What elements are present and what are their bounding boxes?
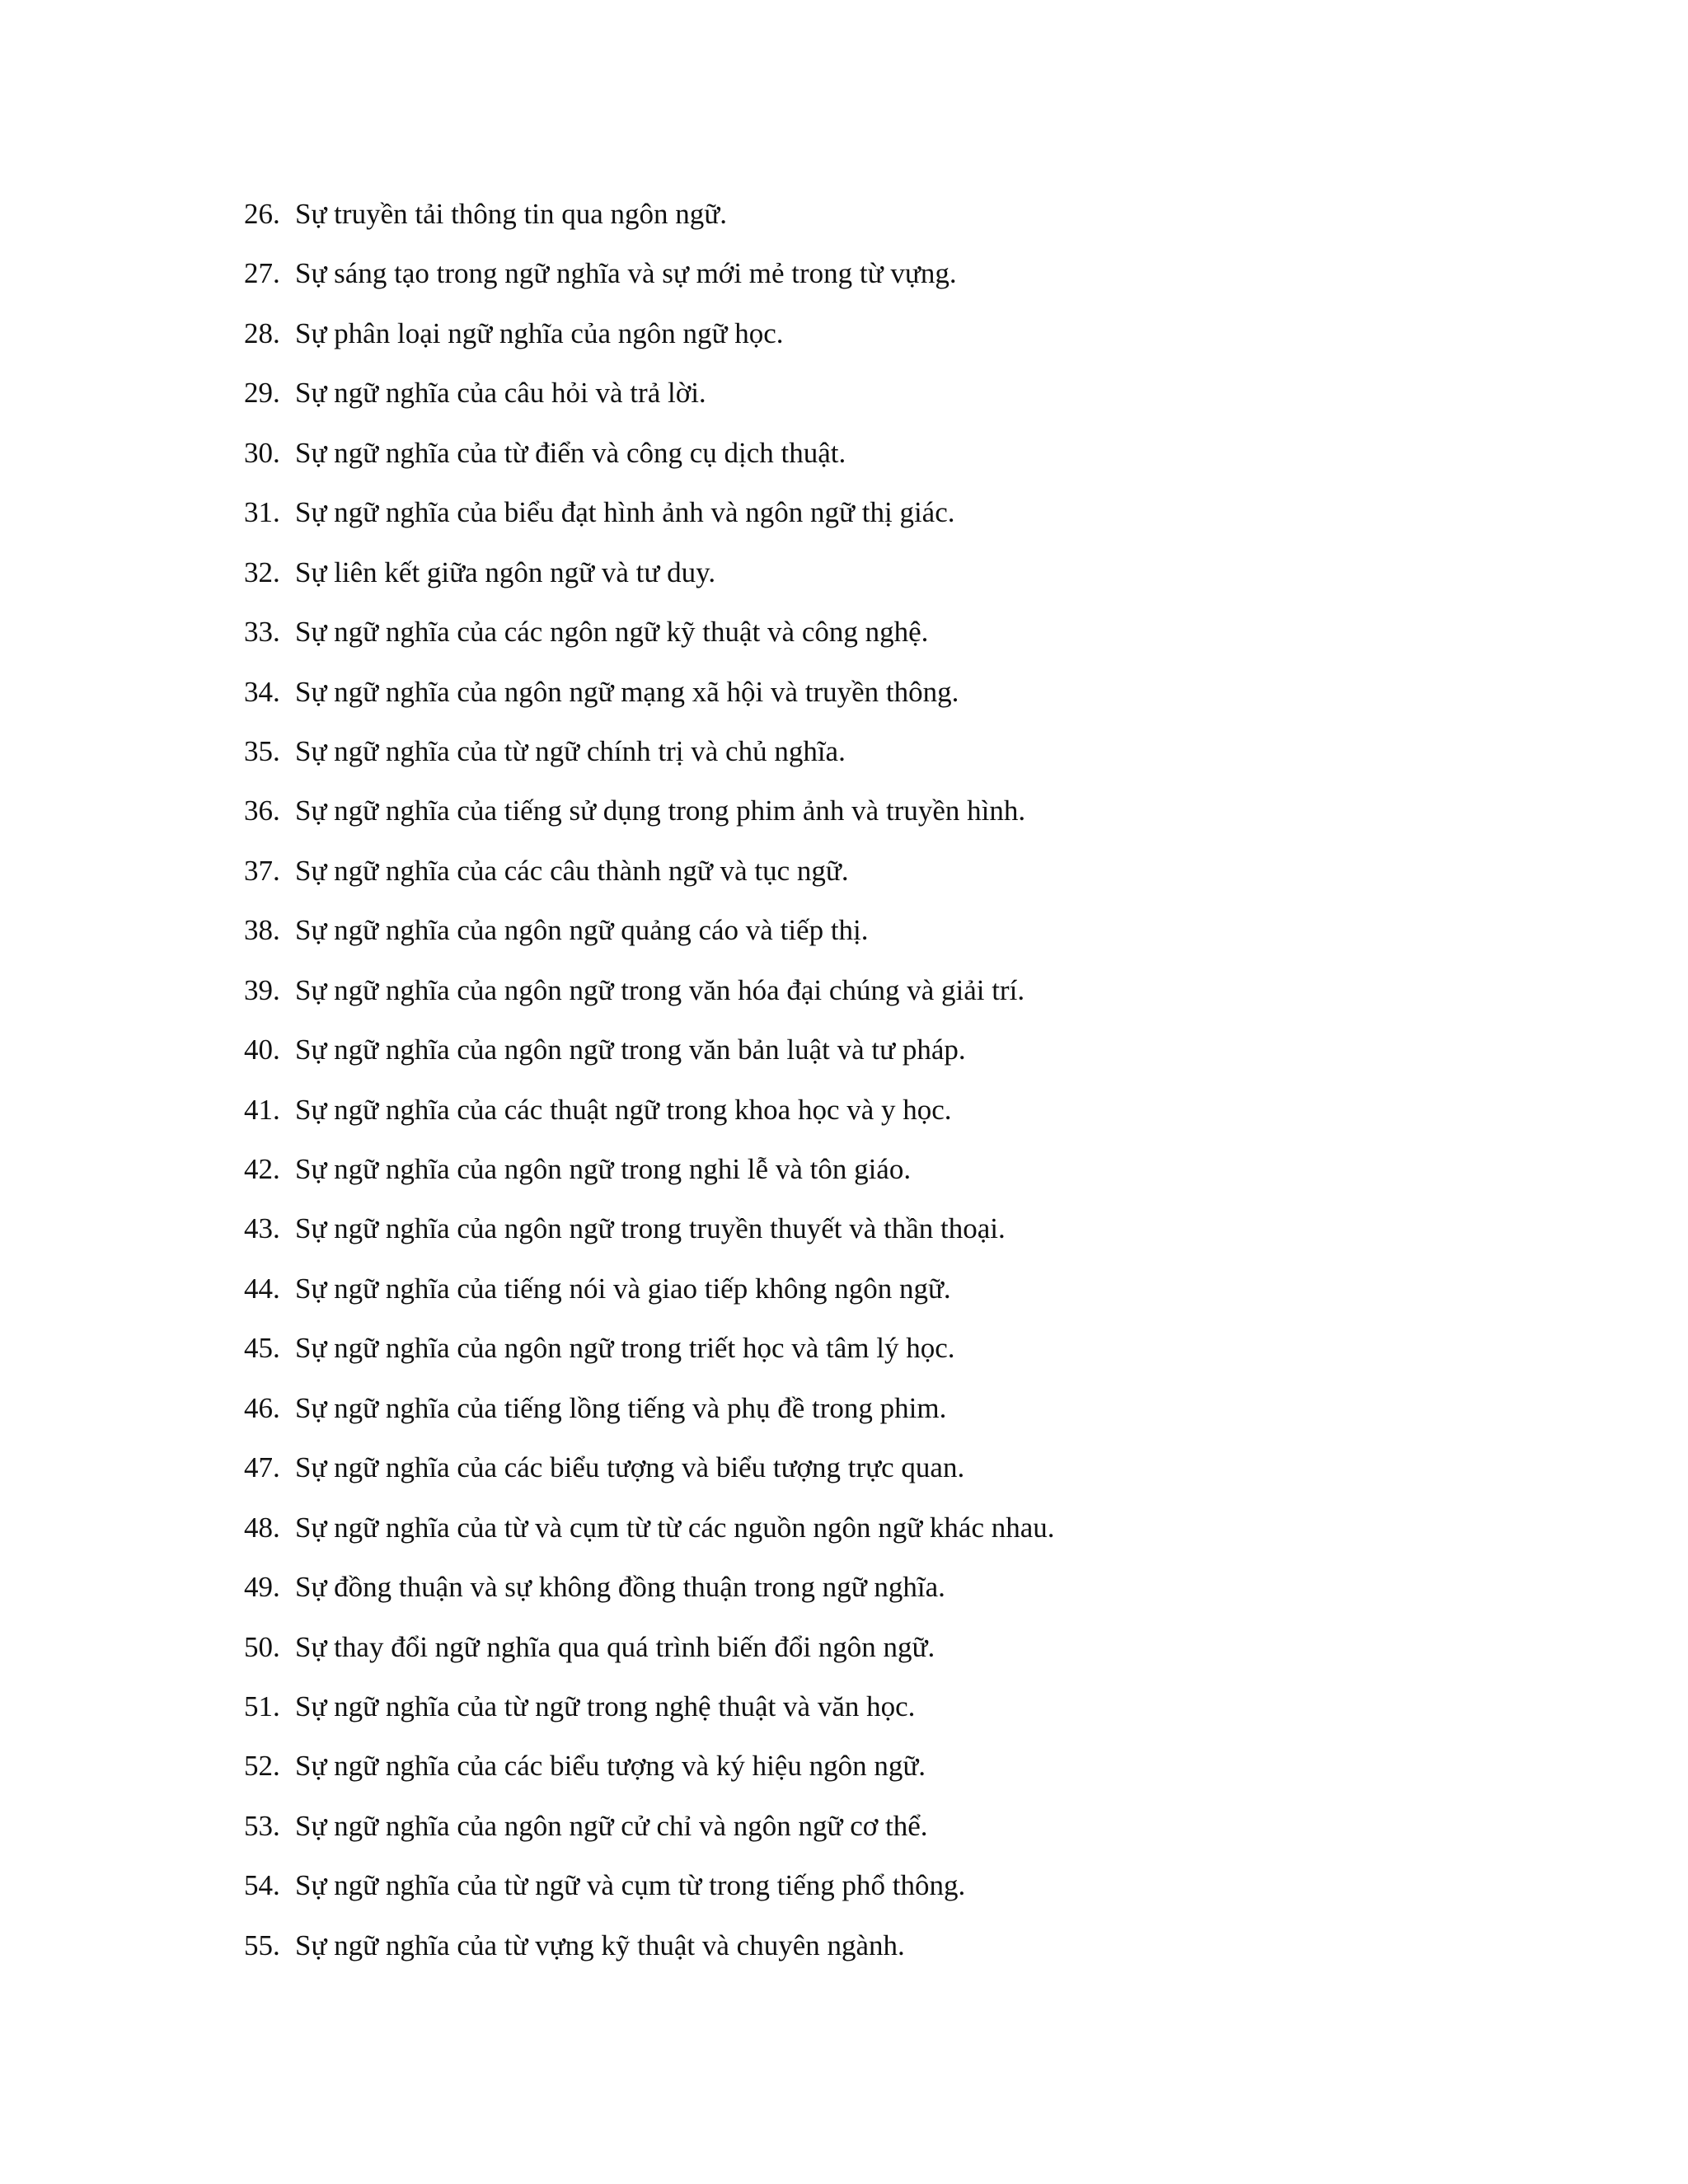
list-item-number: 30.	[244, 436, 280, 469]
list-item-number: 26.	[244, 198, 280, 230]
list-item-text: Sự ngữ nghĩa của từ ngữ chính trị và chủ nghĩa.	[295, 734, 846, 767]
list-item-number: 40.	[244, 1033, 280, 1066]
list-item	[244, 493, 1055, 552]
list-item-number: 43.	[244, 1212, 280, 1245]
list-item-text: Sự ngữ nghĩa của từ và cụm từ từ các nguồn ngôn ngữ khác nhau.	[295, 1511, 1055, 1544]
list-item-number: 39.	[244, 973, 280, 1006]
list-item	[244, 373, 1055, 433]
list-item-text: Sự ngữ nghĩa của các thuật ngữ trong khoa học và y học.	[295, 1093, 952, 1126]
list-item	[244, 434, 1055, 493]
list-item	[244, 1568, 1055, 1627]
list-item-text: Sự ngữ nghĩa của từ ngữ và cụm từ trong tiếng phổ thông.	[295, 1869, 966, 1902]
list-item-number: 37.	[244, 854, 280, 887]
list-item-text: Sự phân loại ngữ nghĩa của ngôn ngữ học.	[295, 316, 784, 349]
list-item-text: Sự ngữ nghĩa của các câu thành ngữ và tục ngữ.	[295, 854, 849, 887]
list-item	[244, 1448, 1055, 1507]
list-item-number: 38.	[244, 914, 280, 947]
list-item-text: Sự ngữ nghĩa của ngôn ngữ trong văn hóa đại chúng và giải trí.	[295, 973, 1025, 1006]
list-item-number: 31.	[244, 496, 280, 529]
list-item-number: 27.	[244, 257, 280, 290]
list-item	[244, 971, 1055, 1030]
list-item	[244, 1866, 1055, 1925]
list-item-number: 45.	[244, 1332, 280, 1365]
list-item-text: Sự ngữ nghĩa của các biểu tượng và biểu tượng trực quan.	[295, 1451, 965, 1484]
list-item-text: Sự thay đổi ngữ nghĩa qua quá trình biến đổi ngôn ngữ.	[295, 1630, 935, 1663]
list-item-text: Sự ngữ nghĩa của ngôn ngữ quảng cáo và tiếp thị.	[295, 914, 869, 947]
list-item-text: Sự đồng thuận và sự không đồng thuận trong ngữ nghĩa.	[295, 1571, 945, 1604]
list-item-number: 29.	[244, 377, 280, 410]
list-item	[244, 1090, 1055, 1150]
list-item-text: Sự ngữ nghĩa của từ điển và công cụ dịch thuật.	[295, 436, 846, 469]
list-item-text: Sự ngữ nghĩa của câu hỏi và trả lời.	[295, 377, 706, 410]
list-item-text: Sự ngữ nghĩa của tiếng sử dụng trong phim ảnh và truyền hình.	[295, 794, 1026, 827]
list-item-text: Sự ngữ nghĩa của ngôn ngữ trong triết học và tâm lý học.	[295, 1332, 955, 1365]
list-item	[244, 314, 1055, 373]
list-item-text: Sự ngữ nghĩa của ngôn ngữ trong truyền thuyết và thần thoại.	[295, 1212, 1006, 1245]
list-item-number: 44.	[244, 1272, 280, 1305]
list-item	[244, 1329, 1055, 1388]
list-item	[244, 553, 1055, 612]
list-item-number: 42.	[244, 1153, 280, 1185]
list-item-text: Sự ngữ nghĩa của ngôn ngữ cử chỉ và ngôn ngữ cơ thể.	[295, 1809, 928, 1842]
list-item	[244, 1209, 1055, 1268]
list-item	[244, 1150, 1055, 1209]
list-item-number: 41.	[244, 1093, 280, 1126]
list-item-number: 49.	[244, 1571, 280, 1604]
list-item	[244, 1030, 1055, 1090]
list-item-text: Sự ngữ nghĩa của ngôn ngữ mạng xã hội và truyền thông.	[295, 675, 959, 708]
list-item-text: Sự ngữ nghĩa của tiếng lồng tiếng và phụ đề trong phim.	[295, 1391, 947, 1424]
numbered-list	[244, 194, 1055, 1985]
list-item-number: 50.	[244, 1630, 280, 1663]
list-item-text: Sự ngữ nghĩa của biểu đạt hình ảnh và ngôn ngữ thị giác.	[295, 496, 955, 529]
list-item	[244, 1687, 1055, 1746]
list-item	[244, 612, 1055, 672]
list-item-text: Sự ngữ nghĩa của tiếng nói và giao tiếp không ngôn ngữ.	[295, 1272, 951, 1305]
list-item	[244, 791, 1055, 851]
list-item-text: Sự ngữ nghĩa của từ ngữ trong nghệ thuật và văn học.	[295, 1690, 916, 1722]
list-item-number: 33.	[244, 616, 280, 649]
list-item-text: Sự ngữ nghĩa của các ngôn ngữ kỹ thuật và công nghệ.	[295, 616, 929, 649]
list-item-text: Sự ngữ nghĩa của từ vựng kỹ thuật và chuyên ngành.	[295, 1929, 905, 1961]
list-item-text: Sự ngữ nghĩa của ngôn ngữ trong văn bản luật và tư pháp.	[295, 1033, 966, 1066]
list-item-number: 55.	[244, 1929, 280, 1961]
list-item	[244, 194, 1055, 254]
list-item	[244, 1926, 1055, 1985]
list-item-text: Sự ngữ nghĩa của các biểu tượng và ký hiệu ngôn ngữ.	[295, 1750, 926, 1783]
list-item-number: 34.	[244, 675, 280, 708]
list-item-number: 32.	[244, 555, 280, 588]
list-item-number: 51.	[244, 1690, 280, 1722]
list-item	[244, 673, 1055, 732]
list-item	[244, 851, 1055, 911]
list-item-text: Sự liên kết giữa ngôn ngữ và tư duy.	[295, 555, 716, 588]
list-item	[244, 1807, 1055, 1866]
list-item-number: 35.	[244, 734, 280, 767]
list-item	[244, 1508, 1055, 1568]
list-item-number: 48.	[244, 1511, 280, 1544]
list-item-number: 28.	[244, 316, 280, 349]
list-item	[244, 732, 1055, 791]
list-item-number: 36.	[244, 794, 280, 827]
list-item-text: Sự truyền tải thông tin qua ngôn ngữ.	[295, 198, 728, 230]
list-item-text: Sự sáng tạo trong ngữ nghĩa và sự mới mẻ trong từ vựng.	[295, 257, 957, 290]
list-item	[244, 1746, 1055, 1806]
list-item-number: 47.	[244, 1451, 280, 1484]
list-item-number: 54.	[244, 1869, 280, 1902]
list-item	[244, 911, 1055, 970]
list-item-number: 52.	[244, 1750, 280, 1783]
list-item	[244, 1628, 1055, 1687]
list-item-number: 46.	[244, 1391, 280, 1424]
list-item-number: 53.	[244, 1809, 280, 1842]
list-item	[244, 1269, 1055, 1329]
list-item	[244, 1389, 1055, 1448]
list-item	[244, 254, 1055, 313]
list-item-text: Sự ngữ nghĩa của ngôn ngữ trong nghi lễ và tôn giáo.	[295, 1153, 912, 1185]
